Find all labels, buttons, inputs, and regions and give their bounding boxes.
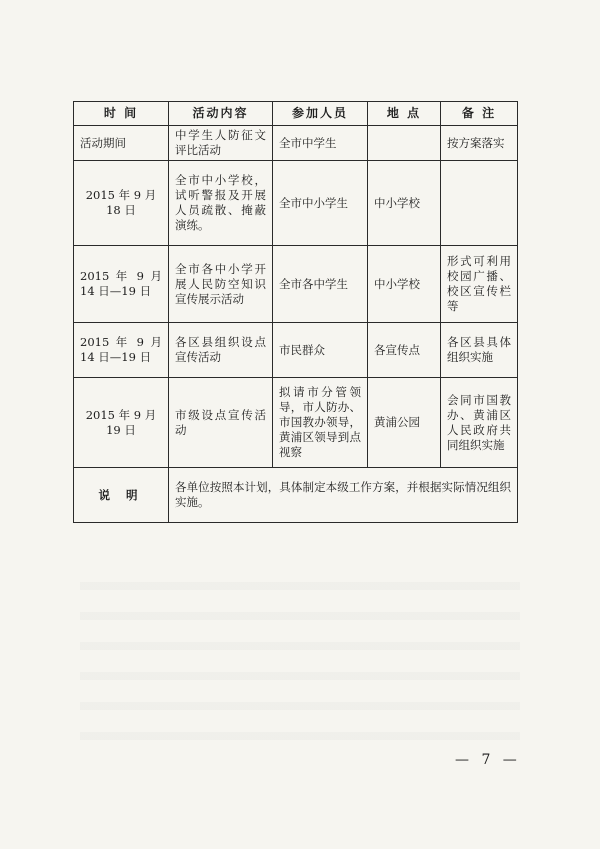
header-remarks: 备 注 <box>441 102 518 126</box>
cell-participants: 拟请市分管领导，市人防办、市国教办领导，黄浦区领导到点视察 <box>273 378 368 468</box>
activity-schedule-table <box>73 101 518 523</box>
table-header-row <box>74 102 518 126</box>
header-content: 活动内容 <box>169 102 273 126</box>
cell-remarks: 各区县具体组织实施 <box>441 323 518 378</box>
cell-remarks: 形式可利用校园广播、校区宣传栏等 <box>441 246 518 323</box>
cell-content: 市级设点宣传活动 <box>169 378 273 468</box>
cell-time: 2015 年 9 月 19 日 <box>74 378 169 468</box>
cell-place: 黄浦公园 <box>368 378 441 468</box>
show-through-text-shadow <box>80 560 520 750</box>
table-row <box>74 161 518 246</box>
note-label: 说 明 <box>74 468 169 523</box>
cell-participants: 全市各中学生 <box>273 246 368 323</box>
cell-place: 各宣传点 <box>368 323 441 378</box>
cell-content: 全市各中小学开展人民防空知识宣传展示活动 <box>169 246 273 323</box>
table-row <box>74 323 518 378</box>
header-time: 时 间 <box>74 102 169 126</box>
note-text: 各单位按照本计划，具体制定本级工作方案，并根据实际情况组织实施。 <box>169 468 518 523</box>
table-row <box>74 126 518 161</box>
cell-place: 中小学校 <box>368 161 441 246</box>
header-participants: 参加人员 <box>273 102 368 126</box>
cell-participants: 市民群众 <box>273 323 368 378</box>
cell-content: 各区县组织设点宣传活动 <box>169 323 273 378</box>
header-place: 地 点 <box>368 102 441 126</box>
cell-remarks <box>441 161 518 246</box>
table-row <box>74 378 518 468</box>
page-number: — 7 — <box>455 752 521 768</box>
cell-content: 全市中小学校，试听警报及开展人员疏散、掩蔽演练。 <box>169 161 273 246</box>
cell-place: 中小学校 <box>368 246 441 323</box>
table-row <box>74 246 518 323</box>
cell-time: 活动期间 <box>74 126 169 161</box>
cell-time: 2015 年 9 月 18 日 <box>74 161 169 246</box>
note-row <box>74 468 518 523</box>
cell-time: 2015 年 9 月 14 日—19 日 <box>74 323 169 378</box>
cell-participants: 全市中学生 <box>273 126 368 161</box>
cell-time: 2015 年 9 月 14 日—19 日 <box>74 246 169 323</box>
cell-content: 中学生人防征文评比活动 <box>169 126 273 161</box>
cell-place <box>368 126 441 161</box>
cell-remarks: 按方案落实 <box>441 126 518 161</box>
cell-remarks: 会同市国教办、黄浦区人民政府共同组织实施 <box>441 378 518 468</box>
cell-participants: 全市中小学生 <box>273 161 368 246</box>
